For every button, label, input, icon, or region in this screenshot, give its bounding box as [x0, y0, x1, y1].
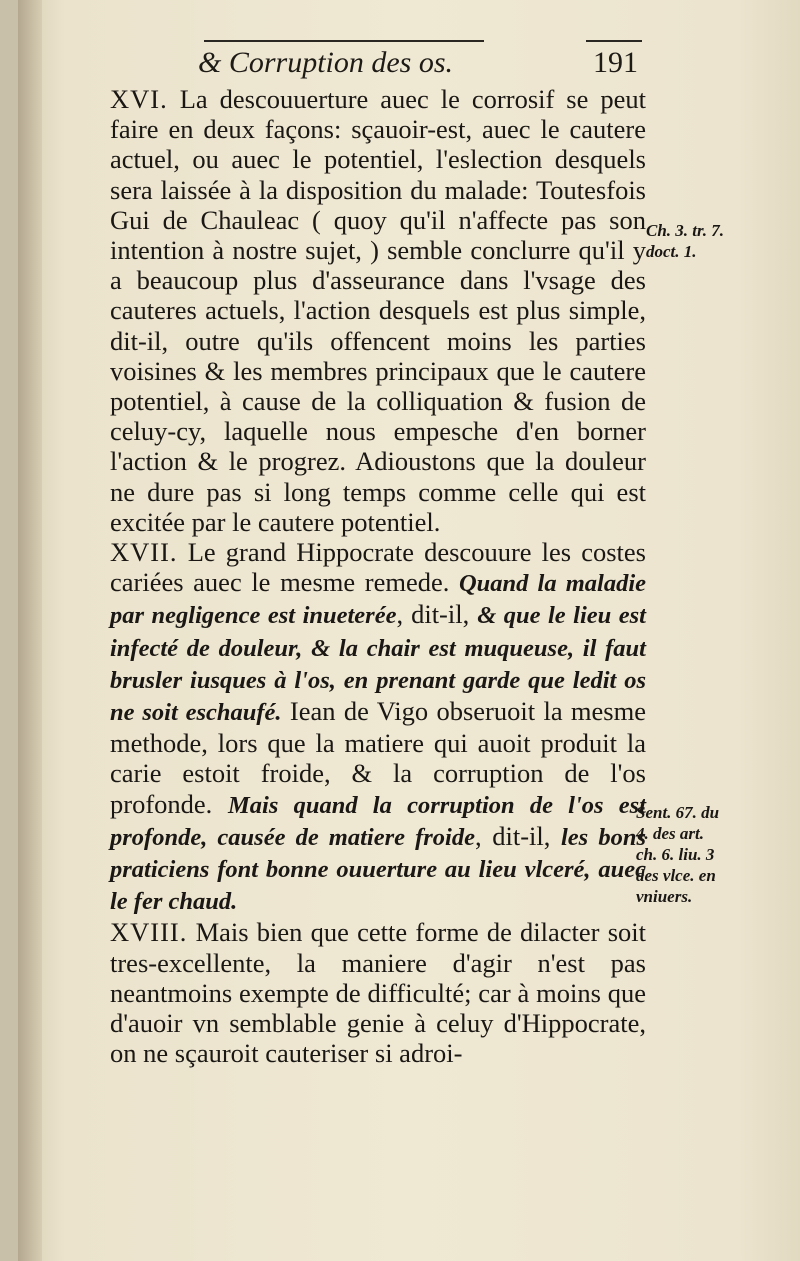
marginal-note [636, 802, 766, 907]
marginal-note-line: Ch. 3. tr. 7. [646, 221, 724, 240]
text-run: , dit-il, [396, 599, 478, 630]
italic-quotation: Quand la maladie par negligence est inueterée [110, 570, 647, 630]
page-gutter-shadow [18, 0, 42, 1261]
paragraph-16 [80, 84, 646, 537]
header-rule [586, 40, 642, 42]
paragraph-number: XVIII. [110, 917, 188, 948]
header-rule [204, 40, 484, 42]
marginal-note-line: des vlce. en [636, 866, 716, 885]
page-header [198, 40, 658, 90]
text-run: La descouuerture auec le corrosif se peut faire en deux façons: sçauoir-est, auec le cautere actuel, ou auec le potentiel, l'eslection desquels sera laissée à la disposition du malade: Toutesfois Gui de Chauleac ( quoy qu'il n'affecte pas son intention à nostre sujet, ) semble conclurre qu'il y a beaucoup plus d'asseurance dans l'vsage des cauteres actuels, l'action desquels est plus simple, dit-il, outre qu'ils offencent moins les parties voisines & les membres principaux que le cautere potentiel, à cause de la colliquation & fusion de celuy-cy, laquelle nous empesche d'en borner l'action & le progrez. Adioustons que la douleur ne dure pas si long temps comme celle qui est excitée par le cautere potentiel. [110, 84, 646, 537]
marginal-note-line: doct. 1. [646, 242, 697, 261]
body-text [80, 84, 646, 1069]
text-run: Mais bien que cette forme de dilacter soit tres-excellente, la maniere d'agir n'est pas neantmoins exempte de difficulté; car à moins que d'auoir vn semblable genie à celuy d'Hippocrate, on ne sçauroit cauteriser si adroi- [110, 917, 646, 1069]
italic-quotation: & que le lieu est infecté de douleur, & la chair est muqueuse, il faut brusler iusques à l'os, en prenant garde que ledit os ne soit eschaufé. [110, 602, 646, 727]
paragraph-17 [80, 537, 646, 917]
book-page [18, 0, 800, 1261]
italic-quotation: les bons praticiens font bonne ouuerture au lieu vlceré, auec le fer chaud. [110, 823, 646, 916]
marginal-note-line: Sent. 67. du [636, 803, 720, 822]
marginal-note-line: 4. des art. [636, 824, 704, 843]
paragraph-18 [80, 917, 646, 1068]
marginal-note-line: vniuers. [636, 887, 693, 906]
page-number: 191 [593, 46, 638, 79]
marginal-note [646, 220, 776, 262]
running-title: & Corruption des os. [198, 46, 454, 79]
italic-quotation: Mais quand la corruption de l'os est profonde, causée de matiere froide [110, 791, 646, 851]
paragraph-number: XVII. [110, 537, 178, 568]
text-run: Iean de Vigo obseruoit la mesme methode, lors que la matiere qui auoit produit la carie estoit froide, & la corruption de l'os profonde. [110, 696, 646, 819]
text-run: , dit-il, [475, 820, 561, 851]
marginal-note-line: ch. 6. liu. 3 [636, 845, 715, 864]
paragraph-number: XVI. [110, 84, 168, 114]
text-run: Le grand Hippocrate descouure les costes cariées auec le mesme remede. [110, 537, 646, 598]
